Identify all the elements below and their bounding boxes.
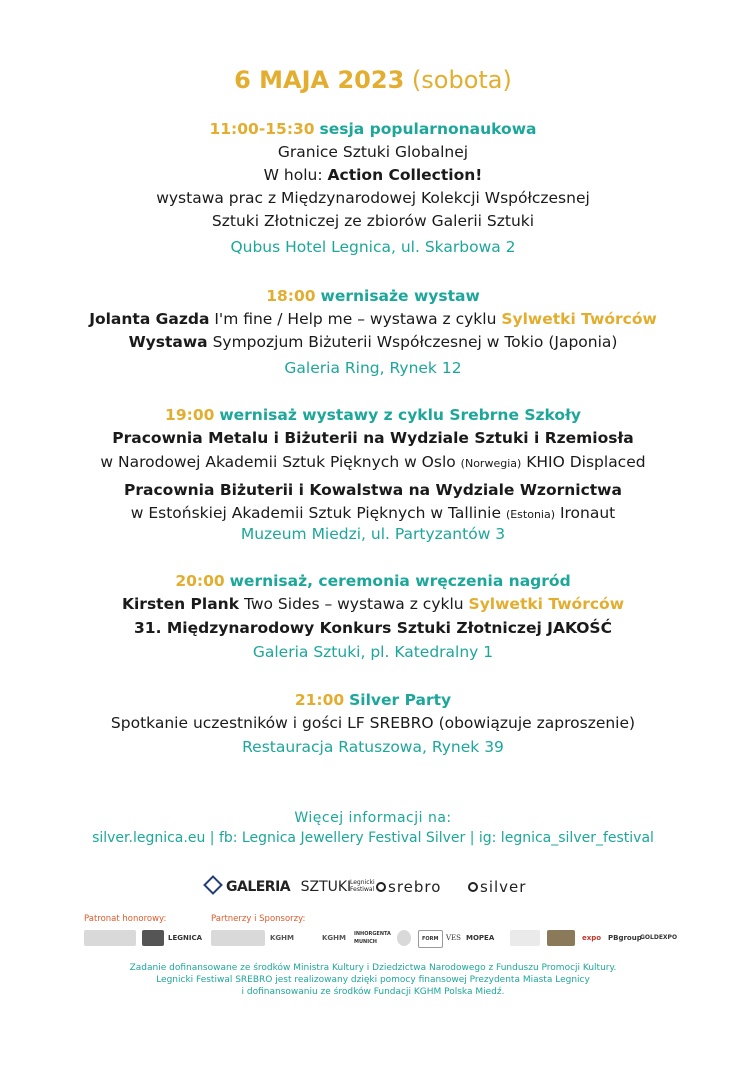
event-3-title: wernisaż wystawy z cyklu Srebrne Szkoły: [219, 406, 581, 424]
ring-icon: [468, 882, 478, 892]
event-2-artist: Jolanta Gazda: [89, 310, 210, 328]
event-5-venue: Restauracja Ratuszowa, Rynek 39: [242, 738, 504, 756]
event-3-b-bold: Pracownia Biżuterii i Kowalstwa na Wydziale Wzornictwa: [124, 481, 622, 499]
ring-icon: [376, 882, 386, 892]
event-3-b-pre: w Estońskiej Akademii Sztuk Pięknych w Tallinie: [130, 504, 506, 522]
silver-logo: [468, 876, 526, 898]
event-4-artist: Kirsten Plank: [121, 595, 240, 613]
silver-word: silver: [480, 878, 527, 896]
event-1-desc-1: wystawa prac z Międzynarodowej Kolekcji Współczesnej: [156, 189, 590, 207]
program-date: [0, 64, 746, 96]
event-4-line-a: [0, 593, 746, 616]
event-4-heading: [0, 570, 746, 593]
goldexpo-logo: GOLDEXPO: [640, 934, 678, 941]
srebro-logo: [376, 876, 441, 898]
event-5-heading: [0, 689, 746, 712]
event-5-text: Spotkanie uczestników i gości LF SREBRO (obowiązuje zaproszenie): [110, 714, 636, 732]
galeria-sztuki-logo: [206, 876, 351, 898]
event-1-hall: [0, 164, 746, 187]
funding-line-1: Zadanie dofinansowane ze środków Ministra Kultury i Dziedzictwa Narodowego z Funduszu Promocji Kultury.: [129, 963, 617, 973]
organizer-logos: [0, 876, 746, 898]
festival-note: Legnicki Festiwal: [350, 879, 375, 893]
event-2-desc: I'm fine / Help me – wystawa z cyklu: [209, 310, 502, 328]
event-4-line-b: 31. Międzynarodowy Konkurs Sztuki Złotniczej JAKOŚĆ: [134, 619, 612, 637]
event-2-title: wernisaże wystaw: [320, 287, 480, 305]
event-2-b-text: Sympozjum Biżuterii Współczesnej w Tokio (Japonia): [207, 333, 618, 351]
event-1-desc-2: Sztuki Złotniczej ze zbiorów Galerii Sztuki: [211, 212, 535, 230]
sztuki-word: SZTUKI: [300, 879, 352, 895]
legnica-logo: LEGNICA: [168, 934, 203, 942]
event-1-venue: Qubus Hotel Legnica, ul. Skarbowa 2: [230, 238, 516, 256]
event-4-title: wernisaż, ceremonia wręczenia nagród: [229, 572, 571, 590]
partners-label: Partnerzy i Sponsorzy:: [211, 914, 306, 924]
event-2-line-b: [0, 331, 746, 354]
ves-logo: VES: [446, 934, 461, 942]
pbgroup-logo: PBgroup: [608, 934, 642, 942]
event-1-hall-title: Action Collection!: [327, 166, 483, 184]
event-4-time: 20:00: [175, 572, 225, 590]
event-1-title: sesja popularnonaukowa: [319, 120, 537, 138]
event-2-time: 18:00: [266, 287, 316, 305]
event-3-b-post: Ironaut: [555, 504, 616, 522]
event-2-heading: [0, 285, 746, 308]
kghm-foundation-logo: KGHM: [322, 934, 346, 942]
event-3-a-bold: Pracownia Metalu i Biżuterii na Wydziale Sztuki i Rzemiosła: [112, 429, 634, 447]
more-info-links[interactable]: silver.legnica.eu | fb: Legnica Jewellery Festival Silver | ig: legnica_silver_festival: [92, 830, 654, 846]
srebro-word: srebro: [388, 878, 442, 896]
crest-logo: [142, 930, 164, 946]
event-3-heading: [0, 404, 746, 427]
diamond-icon: [203, 875, 223, 895]
event-3-time: 19:00: [165, 406, 215, 424]
form-logo: FORM: [418, 930, 443, 948]
event-1-line: Granice Sztuki Globalnej: [277, 143, 469, 161]
sponsor-logo-dark: [547, 930, 575, 946]
event-4-desc: Two Sides – wystawa z cyklu: [239, 595, 469, 613]
patronat-label: Patronat honorowy:: [84, 914, 167, 924]
galeria-word: GALERIA: [226, 879, 291, 895]
event-2-venue: Galeria Ring, Rynek 12: [284, 359, 462, 377]
ministry-logo: [84, 930, 136, 946]
event-1-time: 11:00-15:30: [209, 120, 315, 138]
event-1-heading: [0, 118, 746, 141]
event-3-a-pre: w Narodowej Akademii Sztuk Pięknych w Oslo: [100, 453, 461, 471]
event-2-b-bold: Wystawa: [128, 333, 208, 351]
kghm-logo: KGHM: [270, 934, 294, 942]
emblem-logo: [397, 930, 411, 946]
event-3-a-line: [0, 451, 746, 475]
more-info-label: Więcej informacji na:: [294, 810, 452, 826]
event-2-cycle: Sylwetki Twórców: [501, 310, 657, 328]
date-weekday: (sobota): [411, 66, 512, 94]
date-day: 6 MAJA 2023: [234, 66, 405, 94]
funding-line-3: i dofinansowaniu ze środków Fundacji KGHM Polska Miedź.: [241, 987, 505, 997]
expo-logo: expo: [582, 934, 602, 942]
event-3-venue: Muzeum Miedzi, ul. Partyzantów 3: [240, 525, 506, 543]
event-5-time: 21:00: [294, 691, 345, 709]
event-3-b-country: (Estonia): [505, 508, 556, 521]
mopea-logo: MOPEA: [466, 934, 495, 942]
sponsor-logos: [0, 926, 746, 952]
inhorgenta-logo: INHORGENTA MUNICH: [354, 931, 391, 945]
event-2-line-a: [0, 308, 746, 331]
sponsor-logo: [510, 930, 540, 946]
event-5-title: Silver Party: [349, 691, 452, 709]
event-4-venue: Galeria Sztuki, pl. Katedralny 1: [252, 643, 494, 661]
ministry-logo-2: [211, 930, 265, 946]
funding-note: [0, 962, 746, 998]
event-3-a-country: (Norwegia): [460, 457, 522, 470]
funding-line-2: Legnicki Festiwal SREBRO jest realizowany dzięki pomocy finansowej Prezydenta Miasta Legnicy: [156, 975, 590, 985]
event-3-a-post: KHIO Displaced: [521, 453, 646, 471]
event-1-hall-prefix: W holu:: [263, 166, 328, 184]
event-4-cycle: Sylwetki Twórców: [468, 595, 625, 613]
